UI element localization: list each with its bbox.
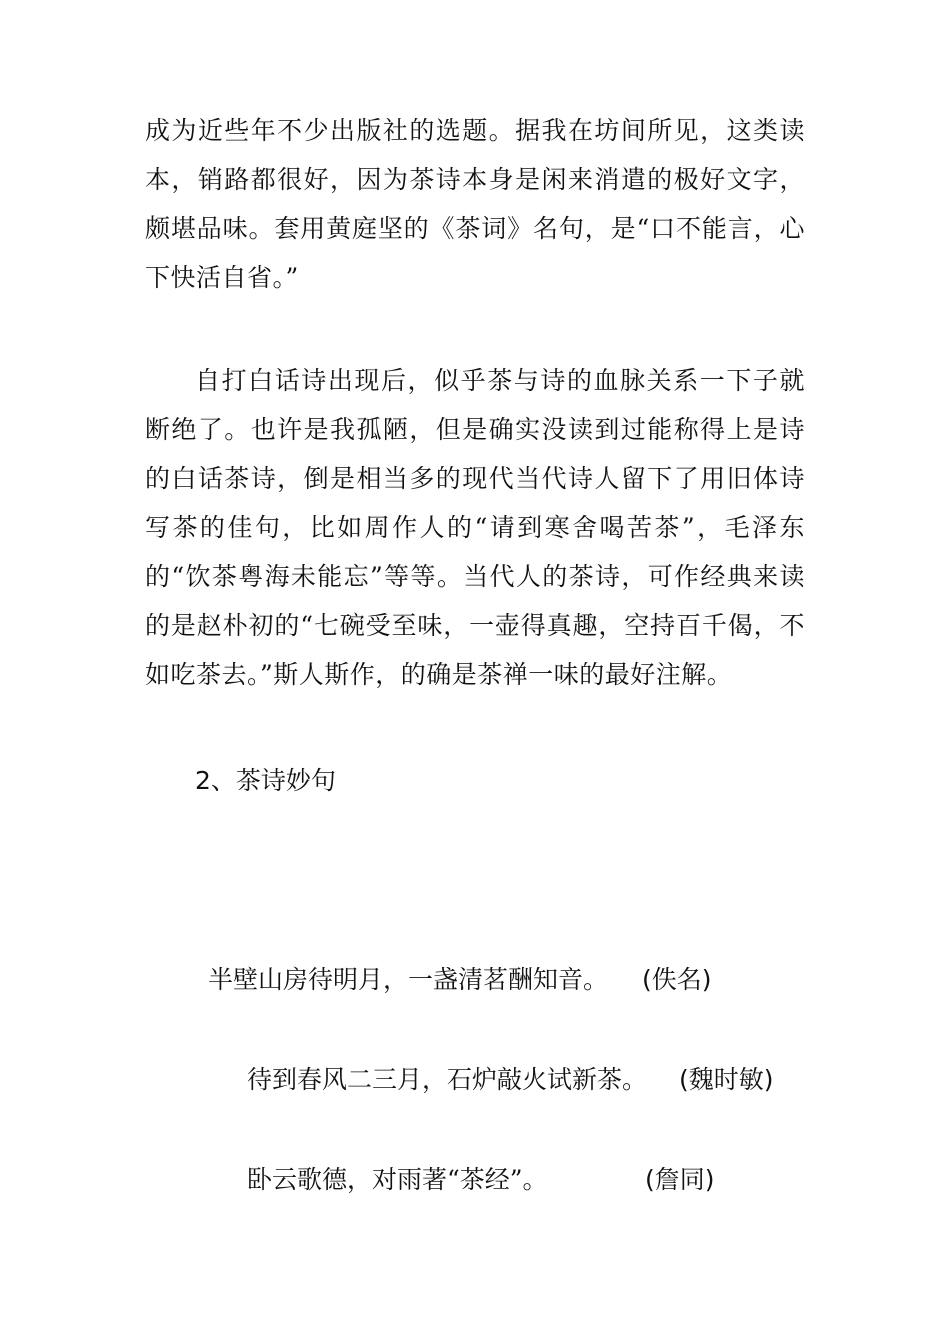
section-heading: 2、茶诗妙句 (195, 766, 336, 795)
poem-line (208, 960, 712, 1000)
poem-author: (佚名) (642, 965, 712, 994)
poem-verse: 半壁山房待明月，一盏清茗酬知音。 (208, 965, 609, 994)
poem-author: (詹同) (645, 1165, 715, 1194)
poem-verse: 卧云歌德，对雨著“茶经”。 (247, 1165, 548, 1194)
poem-verse: 待到春风二三月，石炉敲火试新茶。 (247, 1065, 648, 1094)
body-paragraph: 自打白话诗出现后，似乎茶与诗的血脉关系一下子就断绝了。也许是我孤陋，但是确实没读到过能称得上是诗的白话茶诗，倒是相当多的现代当代诗人留下了用旧体诗写茶的佳句，比如周作人的“请到寒舍喝苦茶”，毛泽东的“饮茶粤海未能忘”等等。当代人的茶诗，可作经典来读的是赵朴初的“七碗受至味，一壶得真趣，空持百千偈，不如吃茶去。”斯人斯作，的确是茶禅一味的最好注解。 (145, 366, 805, 689)
body-paragraph: 成为近些年不少出版社的选题。据我在坊间所见，这类读本，销路都很好，因为茶诗本身是闲来消遣的极好文字，颇堪品味。套用黄庭坚的《茶词》名句，是“口不能言，心下快活自省。” (145, 116, 805, 292)
poem-line (247, 1060, 774, 1100)
poem-line (247, 1160, 715, 1200)
poem-author: (魏时敏) (679, 1065, 774, 1094)
